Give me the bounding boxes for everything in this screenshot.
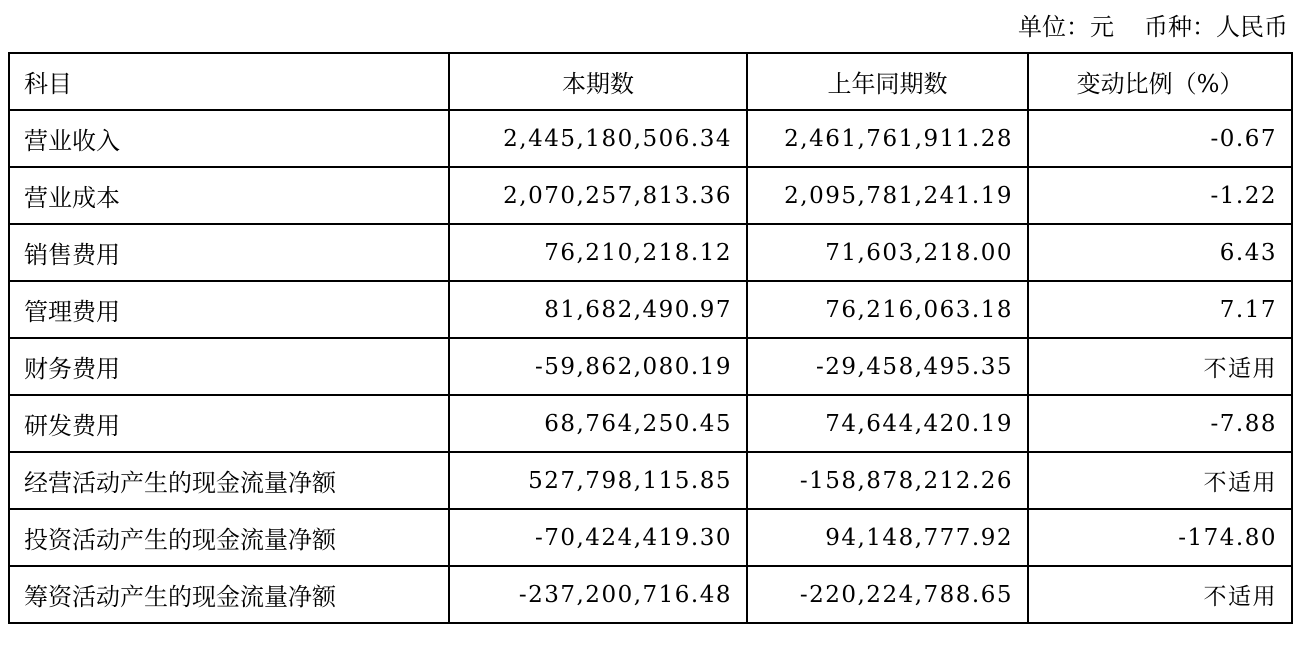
cell-current: 2,070,257,813.36 [449, 167, 747, 224]
table-row [9, 509, 1292, 566]
table-body [9, 110, 1292, 623]
cell-prior: -29,458,495.35 [747, 338, 1028, 395]
cell-prior: 76,216,063.18 [747, 281, 1028, 338]
cell-subject: 营业成本 [9, 167, 449, 224]
cell-current: -70,424,419.30 [449, 509, 747, 566]
table-header-row [9, 53, 1292, 110]
cell-change: -174.80 [1028, 509, 1292, 566]
cell-current: 76,210,218.12 [449, 224, 747, 281]
column-header-current: 本期数 [449, 53, 747, 110]
cell-subject: 经营活动产生的现金流量净额 [9, 452, 449, 509]
cell-prior: 94,148,777.92 [747, 509, 1028, 566]
cell-subject: 研发费用 [9, 395, 449, 452]
cell-change: -1.22 [1028, 167, 1292, 224]
cell-current: 68,764,250.45 [449, 395, 747, 452]
column-header-prior: 上年同期数 [747, 53, 1028, 110]
table-row [9, 110, 1292, 167]
cell-change: -7.88 [1028, 395, 1292, 452]
cell-change: -0.67 [1028, 110, 1292, 167]
cell-change: 6.43 [1028, 224, 1292, 281]
unit-label: 单位：元 [1018, 13, 1114, 41]
table-row [9, 224, 1292, 281]
cell-change: 7.17 [1028, 281, 1292, 338]
cell-current: 527,798,115.85 [449, 452, 747, 509]
cell-prior: 74,644,420.19 [747, 395, 1028, 452]
cell-current: 2,445,180,506.34 [449, 110, 747, 167]
cell-subject: 筹资活动产生的现金流量净额 [9, 566, 449, 623]
column-header-change: 变动比例（%） [1028, 53, 1292, 110]
cell-subject: 营业收入 [9, 110, 449, 167]
cell-prior: -158,878,212.26 [747, 452, 1028, 509]
cell-prior: 2,461,761,911.28 [747, 110, 1028, 167]
cell-change: 不适用 [1028, 452, 1292, 509]
cell-subject: 销售费用 [9, 224, 449, 281]
cell-current: 81,682,490.97 [449, 281, 747, 338]
cell-change: 不适用 [1028, 338, 1292, 395]
table-row [9, 566, 1292, 623]
cell-prior: -220,224,788.65 [747, 566, 1028, 623]
cell-change: 不适用 [1028, 566, 1292, 623]
table-row [9, 452, 1292, 509]
currency-label: 币种：人民币 [1144, 13, 1288, 41]
cell-prior: 2,095,781,241.19 [747, 167, 1028, 224]
table-row [9, 281, 1292, 338]
table-row [9, 338, 1292, 395]
column-header-subject: 科目 [9, 53, 449, 110]
cell-prior: 71,603,218.00 [747, 224, 1028, 281]
cell-current: -59,862,080.19 [449, 338, 747, 395]
financial-comparison-table [8, 52, 1293, 624]
cell-subject: 管理费用 [9, 281, 449, 338]
cell-subject: 投资活动产生的现金流量净额 [9, 509, 449, 566]
table-row [9, 167, 1292, 224]
unit-currency-note [0, 12, 1314, 42]
cell-subject: 财务费用 [9, 338, 449, 395]
table-row [9, 395, 1292, 452]
cell-current: -237,200,716.48 [449, 566, 747, 623]
